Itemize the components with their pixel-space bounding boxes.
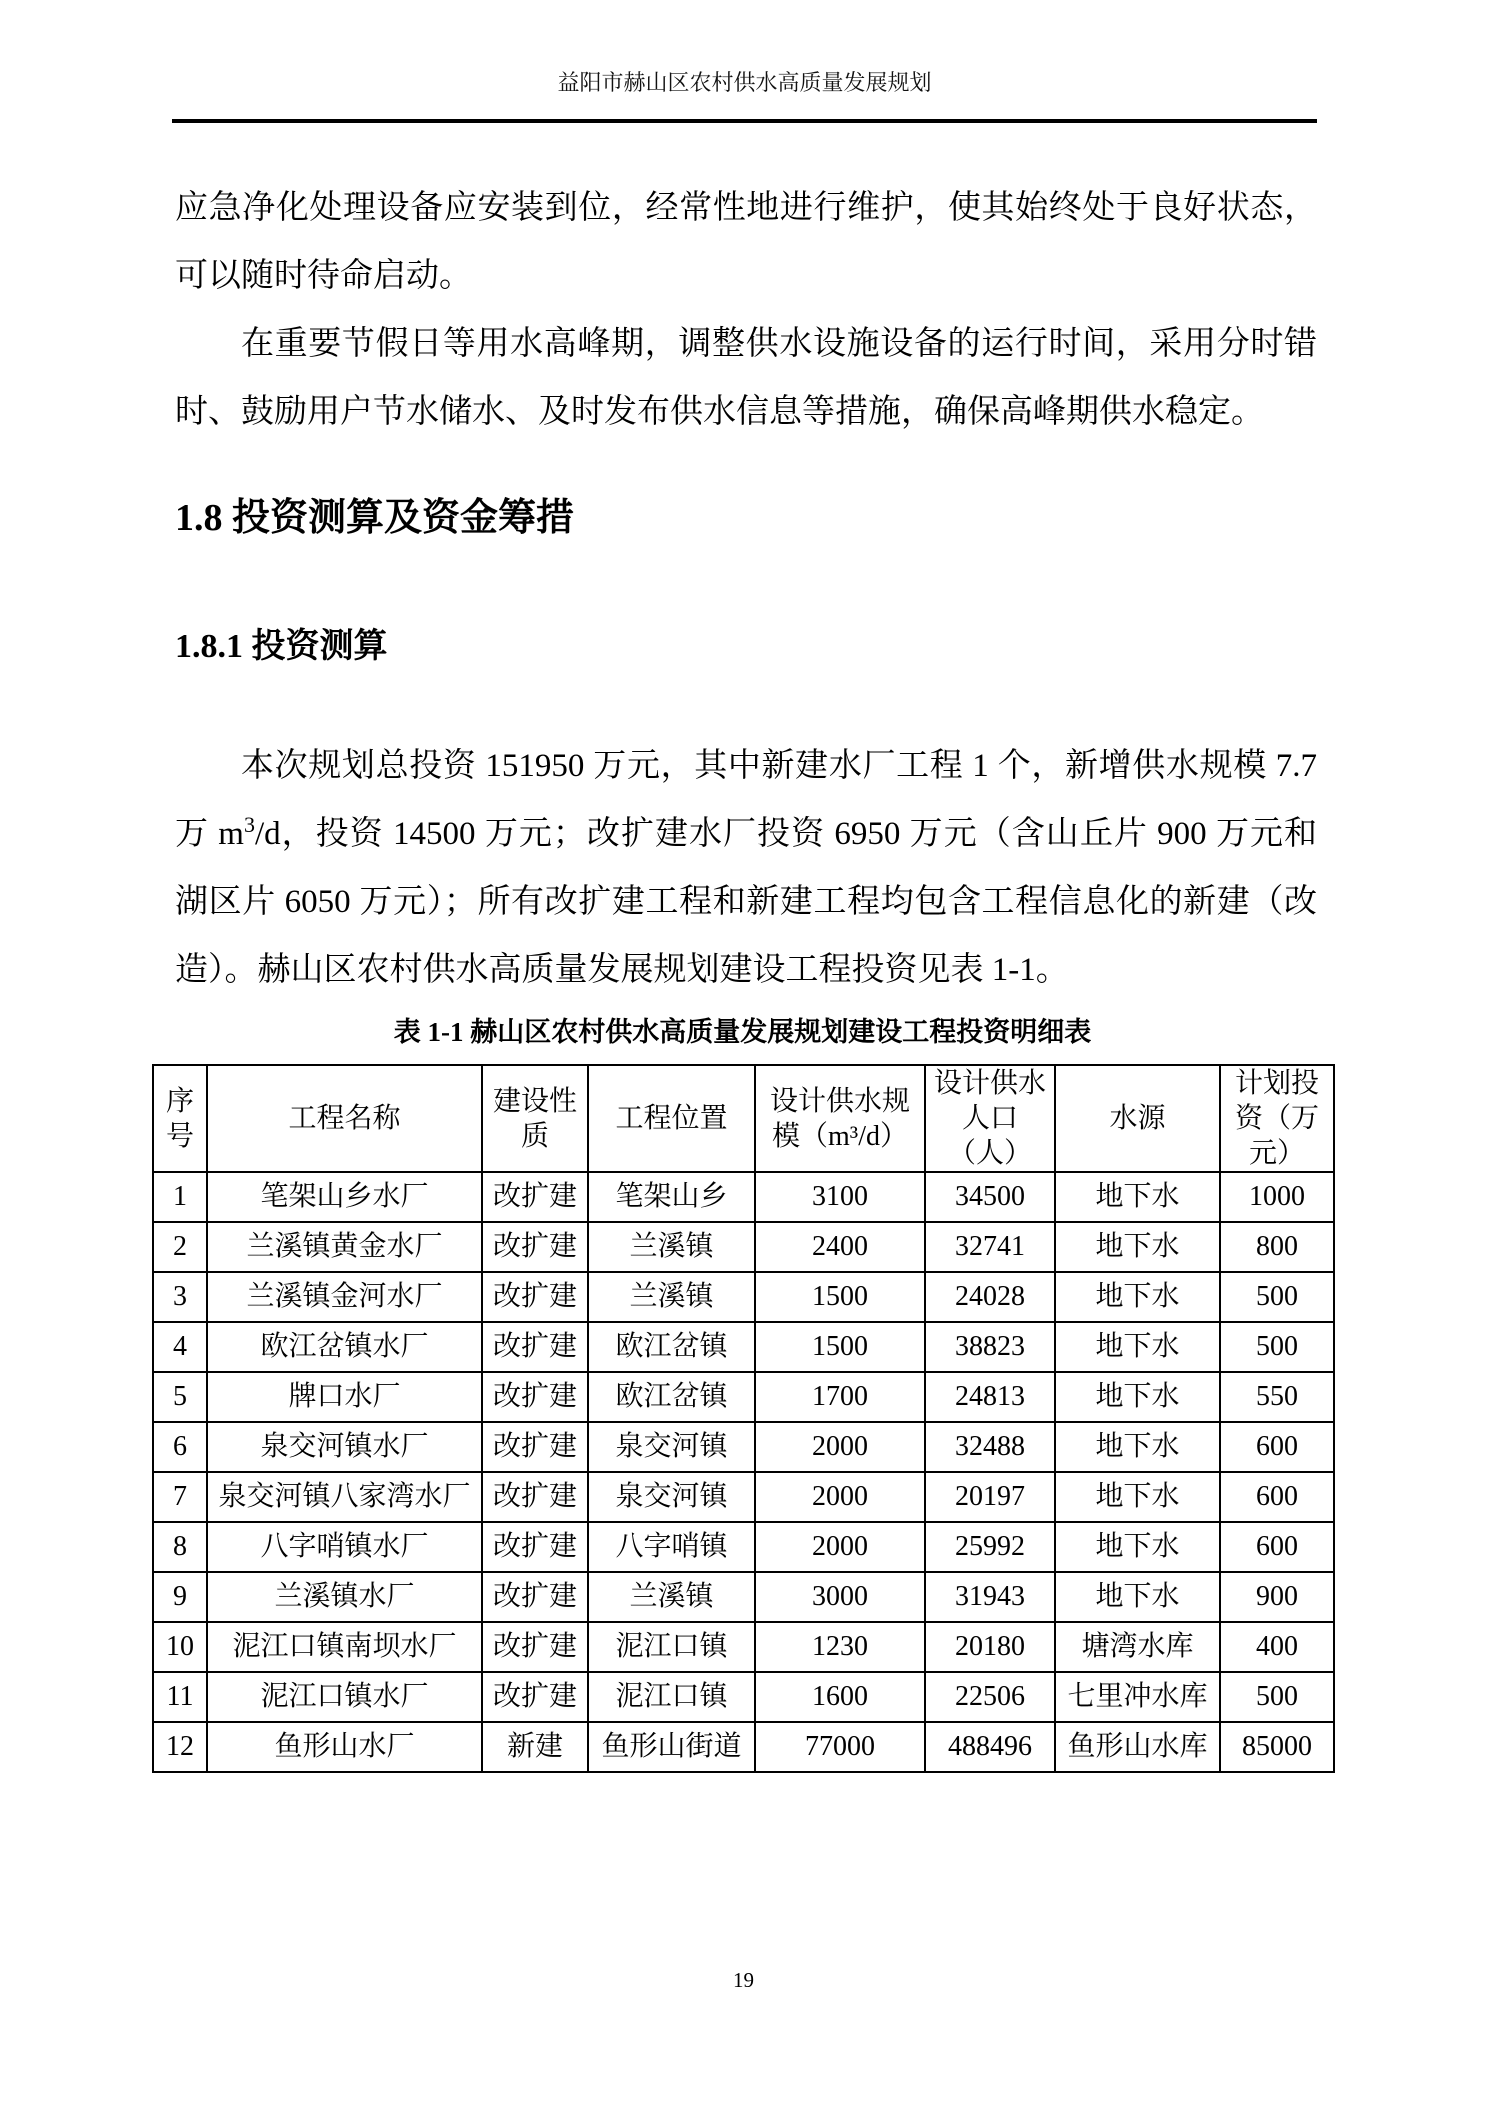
table-cell: 8: [153, 1522, 207, 1572]
table-cell: 七里冲水库: [1055, 1672, 1220, 1722]
table-cell: 改扩建: [482, 1272, 588, 1322]
table-cell: 兰溪镇: [588, 1222, 755, 1272]
table-cell: 12: [153, 1722, 207, 1772]
table-header-cell: 序号: [153, 1065, 207, 1172]
table-cell: 牌口水厂: [207, 1372, 482, 1422]
investment-table-body: [153, 1172, 1334, 1772]
table-cell: 9: [153, 1572, 207, 1622]
table-cell: 改扩建: [482, 1672, 588, 1722]
table-cell: 地下水: [1055, 1472, 1220, 1522]
table-row: [153, 1722, 1334, 1772]
table-cell: 500: [1220, 1672, 1334, 1722]
investment-text-after-unit: /d，投资 14500 万元；改扩建水厂投资 6950 万元（含山丘片 900 万元和湖区片 6050 万元）；所有改扩建工程和新建工程均包含工程信息化的新建（改造）。赫山区农村供水高质量发展规划建设工程投资见表 1-1。: [175, 816, 1318, 988]
table-cell: 488496: [925, 1722, 1055, 1772]
table-cell: 改扩建: [482, 1622, 588, 1672]
table-cell: 5: [153, 1372, 207, 1422]
header-rule: [172, 119, 1317, 123]
table-cell: 2000: [755, 1522, 925, 1572]
table-cell: 兰溪镇水厂: [207, 1572, 482, 1622]
table-cell: 改扩建: [482, 1522, 588, 1572]
table-cell: 改扩建: [482, 1372, 588, 1422]
table-cell: 泥江口镇: [588, 1672, 755, 1722]
table-cell: 38823: [925, 1322, 1055, 1372]
table-row: [153, 1622, 1334, 1672]
table-cell: 地下水: [1055, 1272, 1220, 1322]
table-caption: 表 1-1 赫山区农村供水高质量发展规划建设工程投资明细表: [393, 1017, 1092, 1047]
table-cell: 34500: [925, 1172, 1055, 1222]
table-cell: 地下水: [1055, 1372, 1220, 1422]
table-cell: 地下水: [1055, 1522, 1220, 1572]
table-cell: 欧江岔镇: [588, 1322, 755, 1372]
table-cell: 地下水: [1055, 1172, 1220, 1222]
table-cell: 八字哨镇: [588, 1522, 755, 1572]
table-cell: 22506: [925, 1672, 1055, 1722]
table-cell: 兰溪镇金河水厂: [207, 1272, 482, 1322]
table-row: [153, 1472, 1334, 1522]
table-cell: 1: [153, 1172, 207, 1222]
table-row: [153, 1272, 1334, 1322]
table-cell: 2: [153, 1222, 207, 1272]
table-cell: 1600: [755, 1672, 925, 1722]
table-row: [153, 1672, 1334, 1722]
table-cell: 24813: [925, 1372, 1055, 1422]
table-cell: 塘湾水库: [1055, 1622, 1220, 1672]
table-row: [153, 1222, 1334, 1272]
table-row: [153, 1322, 1334, 1372]
table-cell: 25992: [925, 1522, 1055, 1572]
table-cell: 7: [153, 1472, 207, 1522]
table-cell: 550: [1220, 1372, 1334, 1422]
table-cell: 改扩建: [482, 1422, 588, 1472]
table-cell: 鱼形山水库: [1055, 1722, 1220, 1772]
table-cell: 笔架山乡水厂: [207, 1172, 482, 1222]
table-cell: 3000: [755, 1572, 925, 1622]
table-cell: 泉交河镇八家湾水厂: [207, 1472, 482, 1522]
table-cell: 32741: [925, 1222, 1055, 1272]
table-cell: 改扩建: [482, 1572, 588, 1622]
table-cell: 兰溪镇黄金水厂: [207, 1222, 482, 1272]
table-cell: 兰溪镇: [588, 1272, 755, 1322]
table-cell: 600: [1220, 1472, 1334, 1522]
table-cell: 32488: [925, 1422, 1055, 1472]
table-cell: 地下水: [1055, 1572, 1220, 1622]
table-cell: 笔架山乡: [588, 1172, 755, 1222]
table-cell: 地下水: [1055, 1422, 1220, 1472]
table-cell: 800: [1220, 1222, 1334, 1272]
table-header-cell: 工程名称: [207, 1065, 482, 1172]
cubic-meter-superscript: 3: [243, 812, 255, 837]
table-cell: 欧江岔镇: [588, 1372, 755, 1422]
table-cell: 2000: [755, 1422, 925, 1472]
table-cell: 改扩建: [482, 1472, 588, 1522]
paragraph-peak-period: 在重要节假日等用水高峰期，调整供水设施设备的运行时间，采用分时错时、鼓励用户节水储水、及时发布供水信息等措施，确保高峰期供水稳定。: [175, 326, 1317, 430]
table-cell: 31943: [925, 1572, 1055, 1622]
table-cell: 1500: [755, 1322, 925, 1372]
table-cell: 6: [153, 1422, 207, 1472]
table-cell: 地下水: [1055, 1222, 1220, 1272]
table-cell: 85000: [1220, 1722, 1334, 1772]
table-cell: 泉交河镇: [588, 1422, 755, 1472]
table-cell: 改扩建: [482, 1222, 588, 1272]
table-cell: 泉交河镇: [588, 1472, 755, 1522]
page-number: 19: [733, 1968, 754, 1992]
table-header-cell: 计划投资（万元）: [1220, 1065, 1334, 1172]
paragraph-investment-summary: [175, 732, 1317, 1004]
table-row: [153, 1372, 1334, 1422]
table-cell: 泥江口镇: [588, 1622, 755, 1672]
section-heading-1-8-1: 1.8.1 投资测算: [175, 628, 388, 665]
table-cell: 泥江口镇水厂: [207, 1672, 482, 1722]
table-cell: 1000: [1220, 1172, 1334, 1222]
table-header-cell: 水源: [1055, 1065, 1220, 1172]
table-cell: 泥江口镇南坝水厂: [207, 1622, 482, 1672]
table-cell: 欧江岔镇水厂: [207, 1322, 482, 1372]
table-row: [153, 1172, 1334, 1222]
table-header-cell: 工程位置: [588, 1065, 755, 1172]
table-cell: 2400: [755, 1222, 925, 1272]
table-cell: 兰溪镇: [588, 1572, 755, 1622]
table-cell: 20180: [925, 1622, 1055, 1672]
table-header-cell: 设计供水规模（m³/d）: [755, 1065, 925, 1172]
table-row: [153, 1422, 1334, 1472]
table-cell: 地下水: [1055, 1322, 1220, 1372]
table-cell: 11: [153, 1672, 207, 1722]
table-cell: 600: [1220, 1522, 1334, 1572]
table-cell: 400: [1220, 1622, 1334, 1672]
table-header-cell: 建设性质: [482, 1065, 588, 1172]
investment-text-before-unit: 本次规划总投资 151950 万元，其中新建水厂工程 1 个，新增供水规模 7.7 万 m: [175, 748, 1317, 852]
page-header-title: 益阳市赫山区农村供水高质量发展规划: [557, 70, 932, 95]
table-cell: 77000: [755, 1722, 925, 1772]
table-cell: 八字哨镇水厂: [207, 1522, 482, 1572]
investment-table: [152, 1064, 1335, 1773]
table-cell: 3: [153, 1272, 207, 1322]
table-cell: 900: [1220, 1572, 1334, 1622]
table-cell: 24028: [925, 1272, 1055, 1322]
table-cell: 500: [1220, 1272, 1334, 1322]
table-cell: 鱼形山水厂: [207, 1722, 482, 1772]
table-cell: 500: [1220, 1322, 1334, 1372]
table-cell: 改扩建: [482, 1322, 588, 1372]
paragraph-emergency-equipment: 应急净化处理设备应安装到位，经常性地进行维护，使其始终处于良好状态，可以随时待命启动。: [175, 190, 1317, 294]
table-row: [153, 1522, 1334, 1572]
table-cell: 600: [1220, 1422, 1334, 1472]
table-cell: 20197: [925, 1472, 1055, 1522]
table-cell: 泉交河镇水厂: [207, 1422, 482, 1472]
table-cell: 2000: [755, 1472, 925, 1522]
table-cell: 1230: [755, 1622, 925, 1672]
page-content: [165, 174, 1319, 1773]
table-cell: 3100: [755, 1172, 925, 1222]
table-cell: 1500: [755, 1272, 925, 1322]
table-header-row: [153, 1065, 1334, 1172]
table-header-cell: 设计供水人口（人）: [925, 1065, 1055, 1172]
table-row: [153, 1572, 1334, 1622]
table-cell: 新建: [482, 1722, 588, 1772]
table-cell: 10: [153, 1622, 207, 1672]
table-cell: 4: [153, 1322, 207, 1372]
table-cell: 鱼形山街道: [588, 1722, 755, 1772]
section-heading-1-8: 1.8 投资测算及资金筹措: [175, 497, 575, 539]
table-cell: 1700: [755, 1372, 925, 1422]
table-cell: 改扩建: [482, 1172, 588, 1222]
